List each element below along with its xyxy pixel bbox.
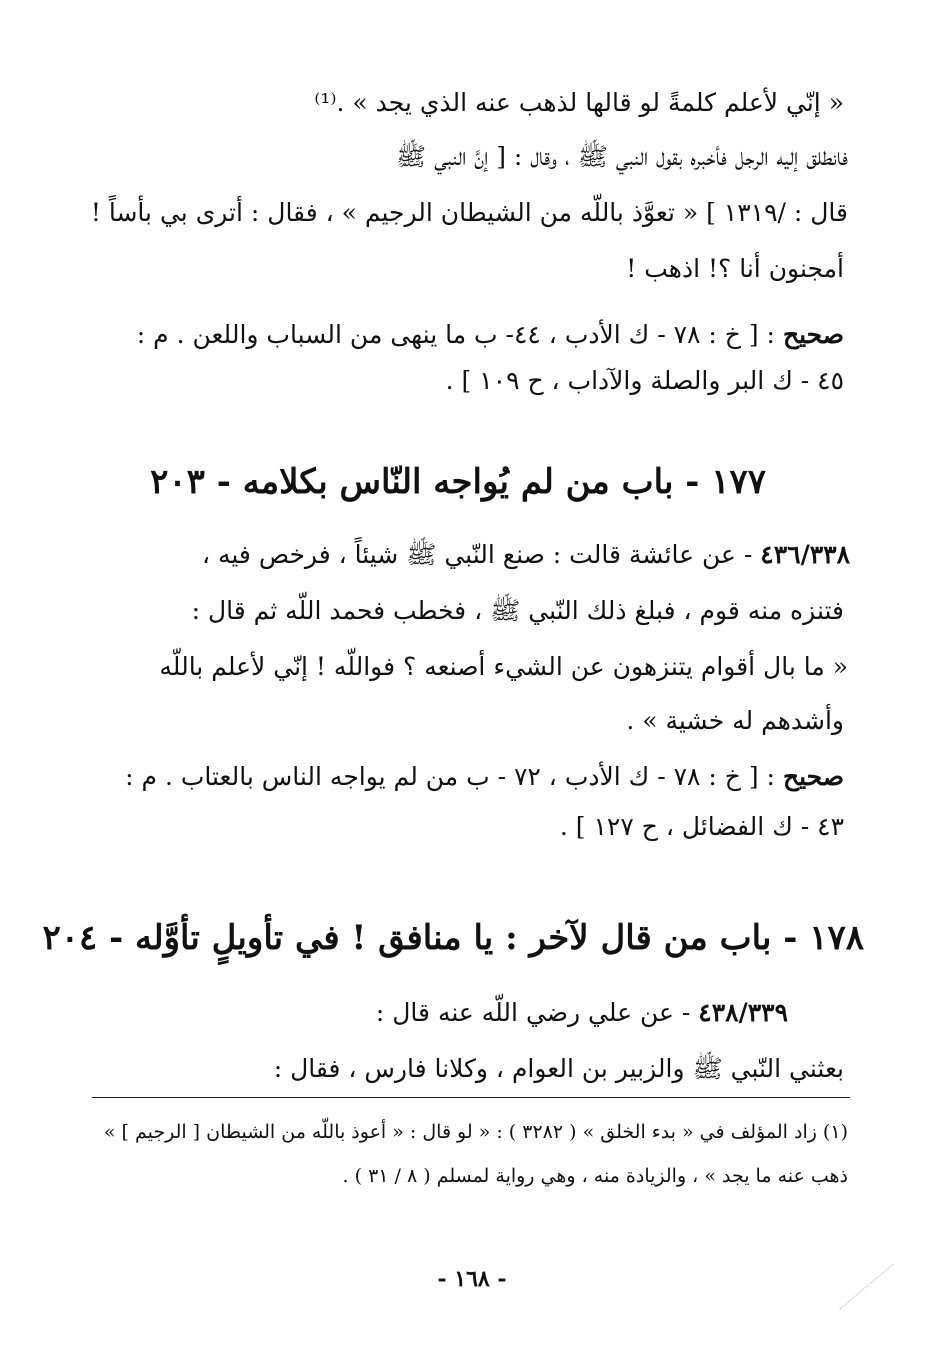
hadith-text: - عن علي رضي اللّه عنه قال : <box>375 998 699 1027</box>
grading-line <box>125 760 844 794</box>
grading-text: : [ خ : ٧٨ - ك الأدب ، ٧٢ - ب من لم يواجه الناس بالعتاب . م : <box>125 762 783 791</box>
text-line: فتنزه منه قوم ، فبلغ ذلك النّبي ﷺ ، فخطب فحمد اللّه ثم قال : <box>191 596 844 625</box>
text-line: « إنّي لأعلم كلمةً لو قالها لذهب عنه الذي يجد » .⁽¹⁾ <box>314 88 844 117</box>
text-line: « ما بال أقوام يتنزهون عن الشيء أصنعه ؟ فواللّه ! إنّي لأعلم باللّه <box>159 652 848 681</box>
text-line: ٤٥ - ك البر والصلة والآداب ، ح ١٠٩ ] . <box>445 366 844 395</box>
grading-label: صحيح <box>782 320 844 349</box>
grading-label: صحيح <box>782 762 844 791</box>
grading-text: : [ خ : ٧٨ - ك الأدب ، ٤٤- ب ما ينهى من السباب واللعن . م : <box>136 320 783 349</box>
text-line: ٤٣ - ك الفضائل ، ح ١٢٧ ] . <box>559 812 844 841</box>
text-line: قال : /١٣١٩ ] « تعوَّذ باللّه من الشيطان الرجيم » ، فقال : أترى بي بأساً ! <box>90 198 848 227</box>
footnote-separator <box>92 1097 850 1098</box>
text-line: فانطلق إليه الرجل فأخبره بقول النبي ﷺ ، وقال : [ إنَّ النبي ﷺ <box>395 142 848 171</box>
hadith-number: ٤٣٨/٣٣٩ <box>698 998 788 1027</box>
chapter-heading-177: ١٧٧ - باب من لم يُواجه النّاس بكلامه - ٢٠٣ <box>150 462 766 502</box>
text-line: بعثني النّبي ﷺ والزبير بن العوام ، وكلانا فارس ، فقال : <box>273 1054 844 1083</box>
footnote-line: ذهب عنه ما يجد » ، والزيادة منه ، وهي رواية لمسلم ( ٨ / ٣١ ) . <box>342 1165 848 1187</box>
hadith-line <box>202 538 850 572</box>
hadith-text: - عن عائشة قالت : صنع النّبي ﷺ شيئاً ، فرخص فيه ، <box>201 540 761 569</box>
hadith-number: ٤٣٦/٣٣٨ <box>760 540 850 569</box>
text-line: أمجنون أنا ؟! اذهب ! <box>626 254 844 283</box>
chapter-heading-178: ١٧٨ - باب من قال لآخر : يا منافق ! في تأويلٍ تأوَّله - ٢٠٤ <box>42 918 864 958</box>
grading-line <box>137 318 844 352</box>
footnote-line: (١) زاد المؤلف في « بدء الخلق » ( ٣٢٨٢ ) : « لو قال : « أعوذ باللّه من الشيطان [ الرجيم ] » <box>103 1121 848 1143</box>
page-number: - ١٦٨ - <box>437 1266 507 1292</box>
text-line: وأشدهم له خشية » . <box>626 706 844 735</box>
hadith-line <box>376 996 788 1030</box>
